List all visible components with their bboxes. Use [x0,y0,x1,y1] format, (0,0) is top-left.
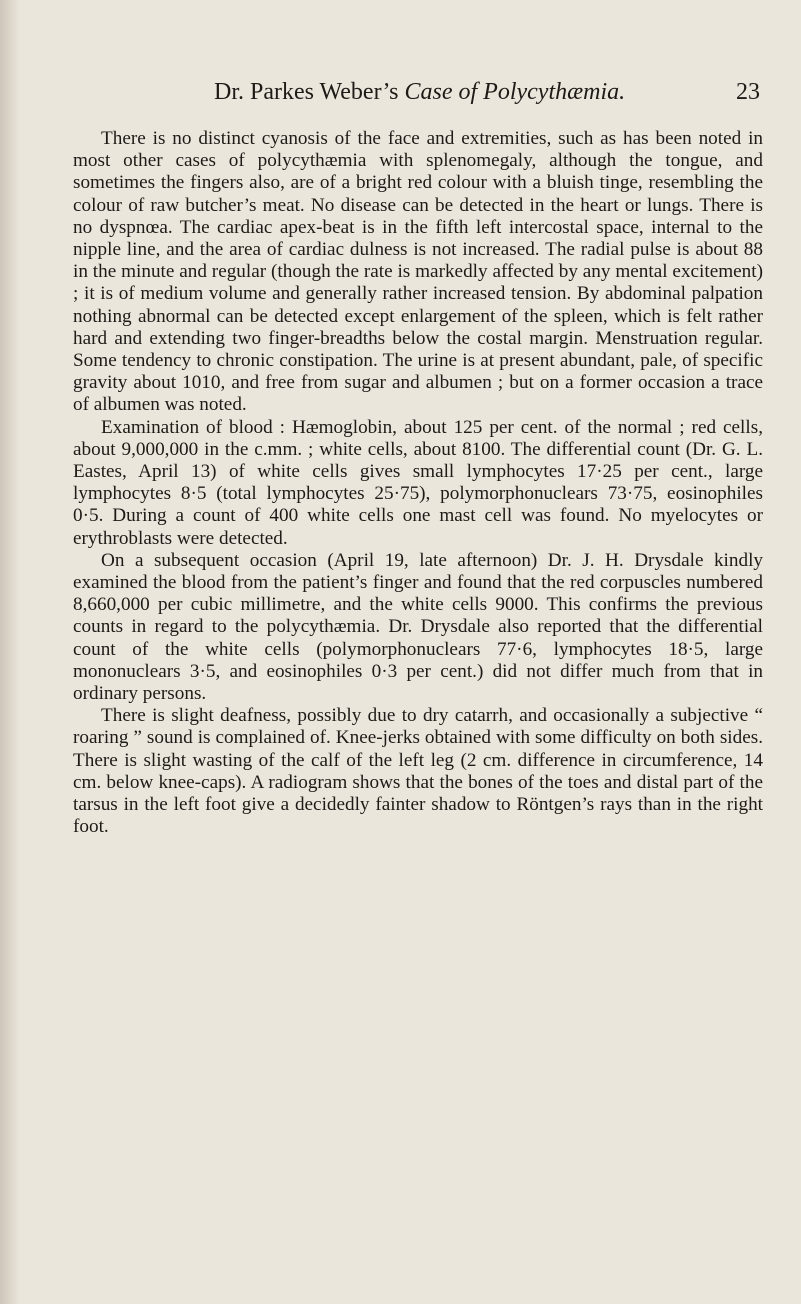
running-head-author: Dr. Parkes Weber’s [214,79,405,105]
running-head [214,76,760,108]
binding-shadow [0,0,20,1304]
body-text [73,128,763,839]
paragraph-subsequent-count: On a subsequent occasion (April 19, late afternoon) Dr. J. H. Drysdale kindly examined the blood from the patient’s finger and found that the red corpuscles numbered 8,660,000 per cubic millimetre, and the white cells 9000. This confirms the previous counts in regard to the polycythæmia. Dr. Drysdale also reported that the differential count of the white cells (polymorphonuclears 77·6, lymphocytes 18·5, large mononuclears 3·5, and eosinophiles 0·3 per cent.) did not differ much from that in ordinary persons. [73,549,763,705]
paragraph-other-findings: There is slight deafness, possibly due to dry catarrh, and occasionally a subjective “ roaring ” sound is complained of. Knee-jerks obtained with some difficulty on both sides. There is slight wasting of the calf of the left leg (2 cm. difference in circumference, 14 cm. below knee-caps). A radiogram shows that the bones of the toes and distal part of the tarsus in the left foot give a decidedly fainter shadow to Röntgen’s rays than in the right foot. [73,705,763,838]
paragraph-blood-examination: Examination of blood : Hæmoglobin, about 125 per cent. of the normal ; red cells, about 9,000,000 in the c.mm. ; white cells, about 8100. The differential count (Dr. G. L. Eastes, April 13) of white cells gives small lymphocytes 17·25 per cent., large lymphocytes 8·5 (total lymphocytes 25·75), polymorphonuclears 73·75, eosinophiles 0·5. During a count of 400 white cells one mast cell was found. No myelocytes or erythroblasts were detected. [73,416,763,549]
running-head-title: Case of Polycythæmia. [404,79,626,105]
page-number: 23 [736,79,760,105]
paragraph-clinical-findings: There is no distinct cyanosis of the face and extremities, such as has been noted in most other cases of polycythæmia with splenomegaly, although the tongue, and sometimes the fingers also, are of a bright red colour with a bluish tinge, resembling the colour of raw butcher’s meat. No disease can be detected in the heart or lungs. There is no dyspnœa. The cardiac apex-beat is in the fifth left intercostal space, internal to the nipple line, and the area of cardiac dulness is not increased. The radial pulse is about 88 in the minute and regular (though the rate is markedly affected by any mental excitement) ; it is of medium volume and generally rather increased tension. By abdominal palpation nothing abnormal can be detected except enlargement of the spleen, which is felt rather hard and extending two finger-breadths below the costal margin. Menstruation regular. Some tendency to chronic constipation. The urine is at present abundant, pale, of specific gravity about 1010, and free from sugar and albumen ; but on a former occasion a trace of albumen was noted. [73,128,763,416]
